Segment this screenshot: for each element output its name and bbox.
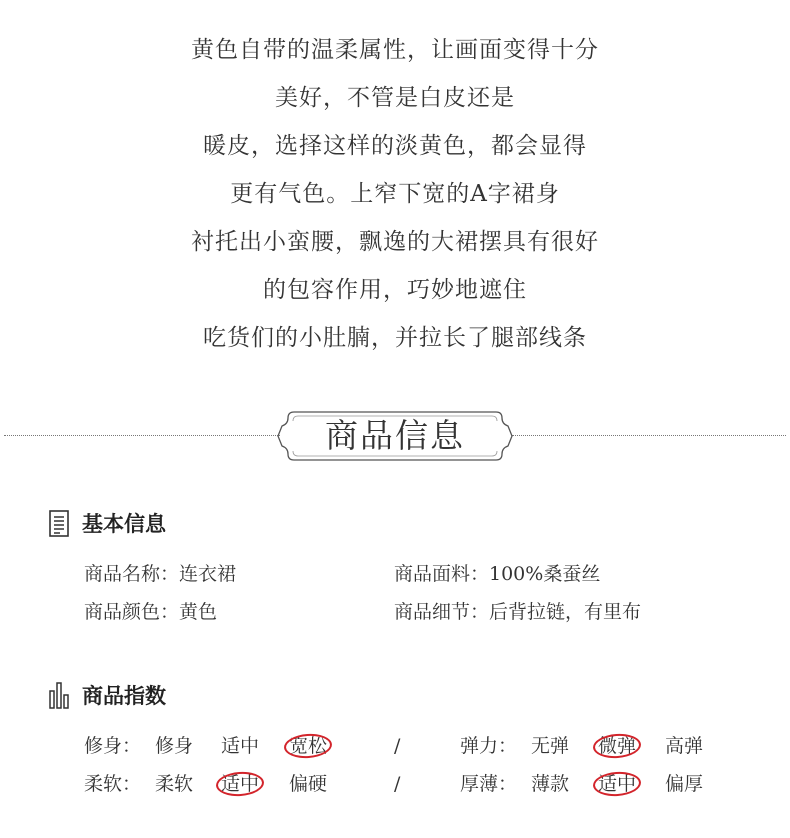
product-name: 商品名称：连衣裙 [84,563,237,585]
thickness-option-thick: 偏厚 [665,773,704,795]
product-details: 商品细节：后背拉链，有里布 [394,601,642,623]
intro-line: 衬托出小蛮腰，飘逸的大裙摆具有很好 [191,229,599,255]
product-index-title: 商品指数 [82,684,166,708]
product-index-heading [48,680,166,710]
intro-line: 的包容作用，巧妙地遮住 [263,277,527,303]
fit-option-loose: 宽松 [289,731,327,761]
elasticity-option-high: 高弹 [665,735,704,757]
thickness-label: 厚薄： [460,773,518,795]
thickness-option-medium: 适中 [598,769,636,799]
softness-option-hard: 偏硬 [289,773,328,795]
index-row [0,769,790,799]
separator: / [394,773,401,795]
product-fabric: 商品面料：100%桑蚕丝 [394,563,601,585]
intro-line: 黄色自带的温柔属性，让画面变得十分 [191,37,599,63]
dotted-divider-left [4,435,280,436]
document-icon [48,508,72,538]
fit-option-regular: 适中 [221,735,260,757]
elasticity-option-slight: 微弹 [598,731,636,761]
thickness-option-thin: 薄款 [531,773,570,795]
intro-line: 吃货们的小肚腩，并拉长了腿部线条 [203,325,587,351]
intro-text [0,26,790,362]
elasticity-label: 弹力： [460,735,518,757]
softness-label: 柔软： [84,773,142,795]
dotted-divider-right [512,435,786,436]
softness-option-soft: 柔软 [155,773,194,795]
elasticity-option-none: 无弹 [531,735,570,757]
intro-line: 暖皮，选择这样的淡黄色，都会显得 [203,133,587,159]
section-title: 商品信息 [325,416,465,455]
title-frame [276,410,514,462]
separator: / [394,735,401,757]
product-color: 商品颜色：黄色 [84,601,218,623]
index-row [0,731,790,761]
intro-line: 更有气色。上窄下宽的A字裙身 [230,181,560,207]
section-title-bar [0,410,790,462]
softness-option-medium: 适中 [221,769,259,799]
fit-option-slim: 修身 [155,735,194,757]
basic-info-heading [48,508,166,538]
basic-info-title: 基本信息 [82,512,166,536]
bar-chart-icon [48,680,72,710]
intro-line: 美好，不管是白皮还是 [275,85,515,111]
fit-label: 修身： [84,735,142,757]
